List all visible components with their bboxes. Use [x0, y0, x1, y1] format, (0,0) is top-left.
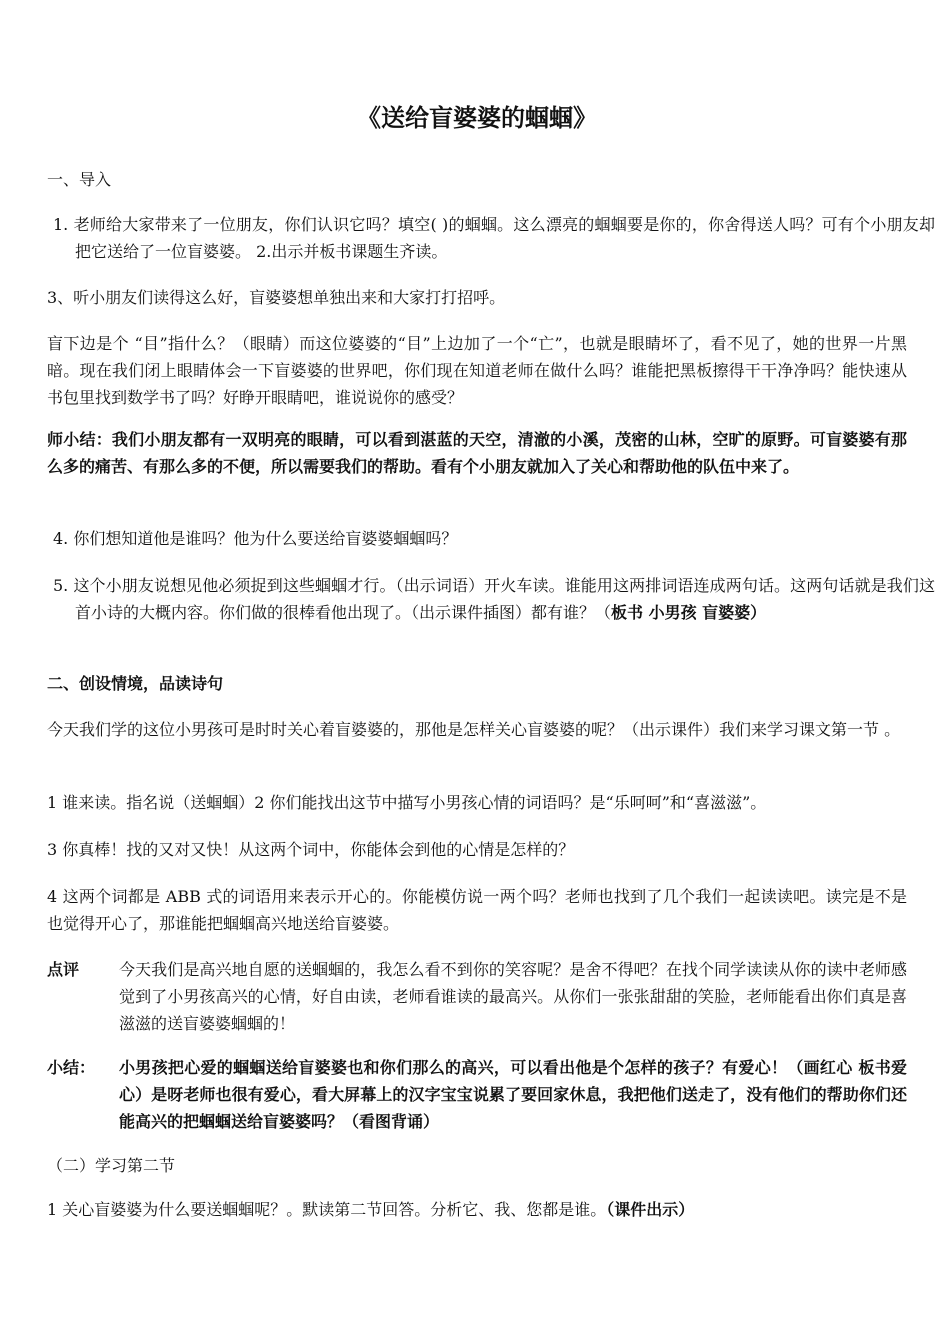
section-heading-part2: （二）学习第二节	[47, 1156, 176, 1175]
paragraph-1: 1. 老师给大家带来了一位朋友，你们认识它吗？填空( )的蝈蝈。这么漂亮的蝈蝈要是你的，你舍得送人吗？可有个小朋友却把它送给了一位盲婆婆。 2.出示并板书课题生齐读。	[53, 215, 935, 261]
paragraph-8: 3 你真棒！找的又对又快！从这两个词中，你能体会到他的心情是怎样的？	[47, 840, 575, 859]
paragraph-3: 盲下边是个 “目”指什么？（眼睛）而这位婆婆的“目”上边加了一个“亡”，也就是眼睛坏了，看不见了，她的世界一片黑暗。现在我们闭上眼睛体会一下盲婆婆的世界吧，你们现在知道老师在做什么吗？谁能把黑板擦得干干净净吗？能快速从书包里找到数学书了吗？好睁开眼睛吧，谁说说你的感受？	[47, 334, 907, 407]
paragraph-4: 4. 你们想知道他是谁吗？他为什么要送给盲婆婆蝈蝈吗？	[53, 529, 458, 548]
teacher-summary: 师小结：我们小朋友都有一双明亮的眼睛，可以看到湛蓝的天空，清澈的小溪，茂密的山林，空旷的原野。可盲婆婆有那么多的痛苦、有那么多的不便，所以需要我们的帮助。看有个小朋友就加入了关心和帮助他的队伍中来了。	[47, 430, 907, 476]
comment-text: 今天我们是高兴地自愿的送蝈蝈的，我怎么看不到你的笑容呢？是舍不得吧？在找个同学读读从你的读中老师感觉到了小男孩高兴的心情，好自由读，老师看谁读的最高兴。从你们一张张甜甜的笑脸，老师能看出你们真是喜滋滋的送盲婆婆蝈蝈的！	[119, 960, 907, 1033]
paragraph-5	[47, 572, 935, 626]
section-heading-reading: 二、创设情境，品读诗句	[47, 674, 224, 693]
summary-text: 小男孩把心爱的蝈蝈送给盲婆婆也和你们那么的高兴，可以看出他是个怎样的孩子？有爱心！（画红心 板书爱心）是呀老师也很有爱心，看大屏幕上的汉字宝宝说累了要回家休息，我把他们送走了，没有他们的帮助你们还能高兴的把蝈蝈送给盲婆婆吗？（看图背诵）	[119, 1058, 907, 1131]
paragraph-2: 3、听小朋友们读得这么好，盲婆婆想单独出来和大家打打招呼。	[47, 288, 506, 307]
paragraph-9: 4 这两个词都是 ABB 式的词语用来表示开心的。你能模仿说一两个吗？老师也找到了几个我们一起读读吧。读完是不是也觉得开心了，那谁能把蝈蝈高兴地送给盲婆婆。	[47, 887, 907, 933]
paragraph-7: 1 谁来读。指名说（送蝈蝈）2 你们能找出这节中描写小男孩心情的词语吗？是“乐呵呵”和“喜滋滋”。	[47, 793, 767, 812]
board-note-close: ）	[750, 603, 767, 622]
document-title: 《送给盲婆婆的蝈蝈》	[357, 104, 597, 132]
summary-block	[47, 1054, 907, 1135]
comment-block	[47, 956, 907, 1037]
summary-label: 小结：	[47, 1058, 96, 1077]
section-heading-intro: 一、导入	[47, 170, 112, 189]
paragraph-10	[47, 1196, 907, 1223]
comment-label: 点评	[47, 960, 80, 979]
paragraph-10-text: 1 关心盲婆婆为什么要送蝈蝈呢？。默读第二节回答。分析它、我、您都是谁。	[47, 1200, 607, 1219]
board-note: 板书 小男孩 盲婆婆	[611, 603, 751, 622]
paragraph-5-text: 5. 这个小朋友说想见他必须捉到这些蝈蝈才行。（出示词语）开火车读。谁能用这两排词语连成两句话。这两句话就是我们这首小诗的大概内容。你们做的很棒看他出现了。（出示课件插图）都有谁？（	[53, 576, 935, 622]
paragraph-6: 今天我们学的这位小男孩可是时时关心着盲婆婆的，那他是怎样关心盲婆婆的呢？（出示课件）我们来学习课文第一节 。	[47, 720, 901, 739]
courseware-note: （课件出示）	[606, 1200, 695, 1219]
